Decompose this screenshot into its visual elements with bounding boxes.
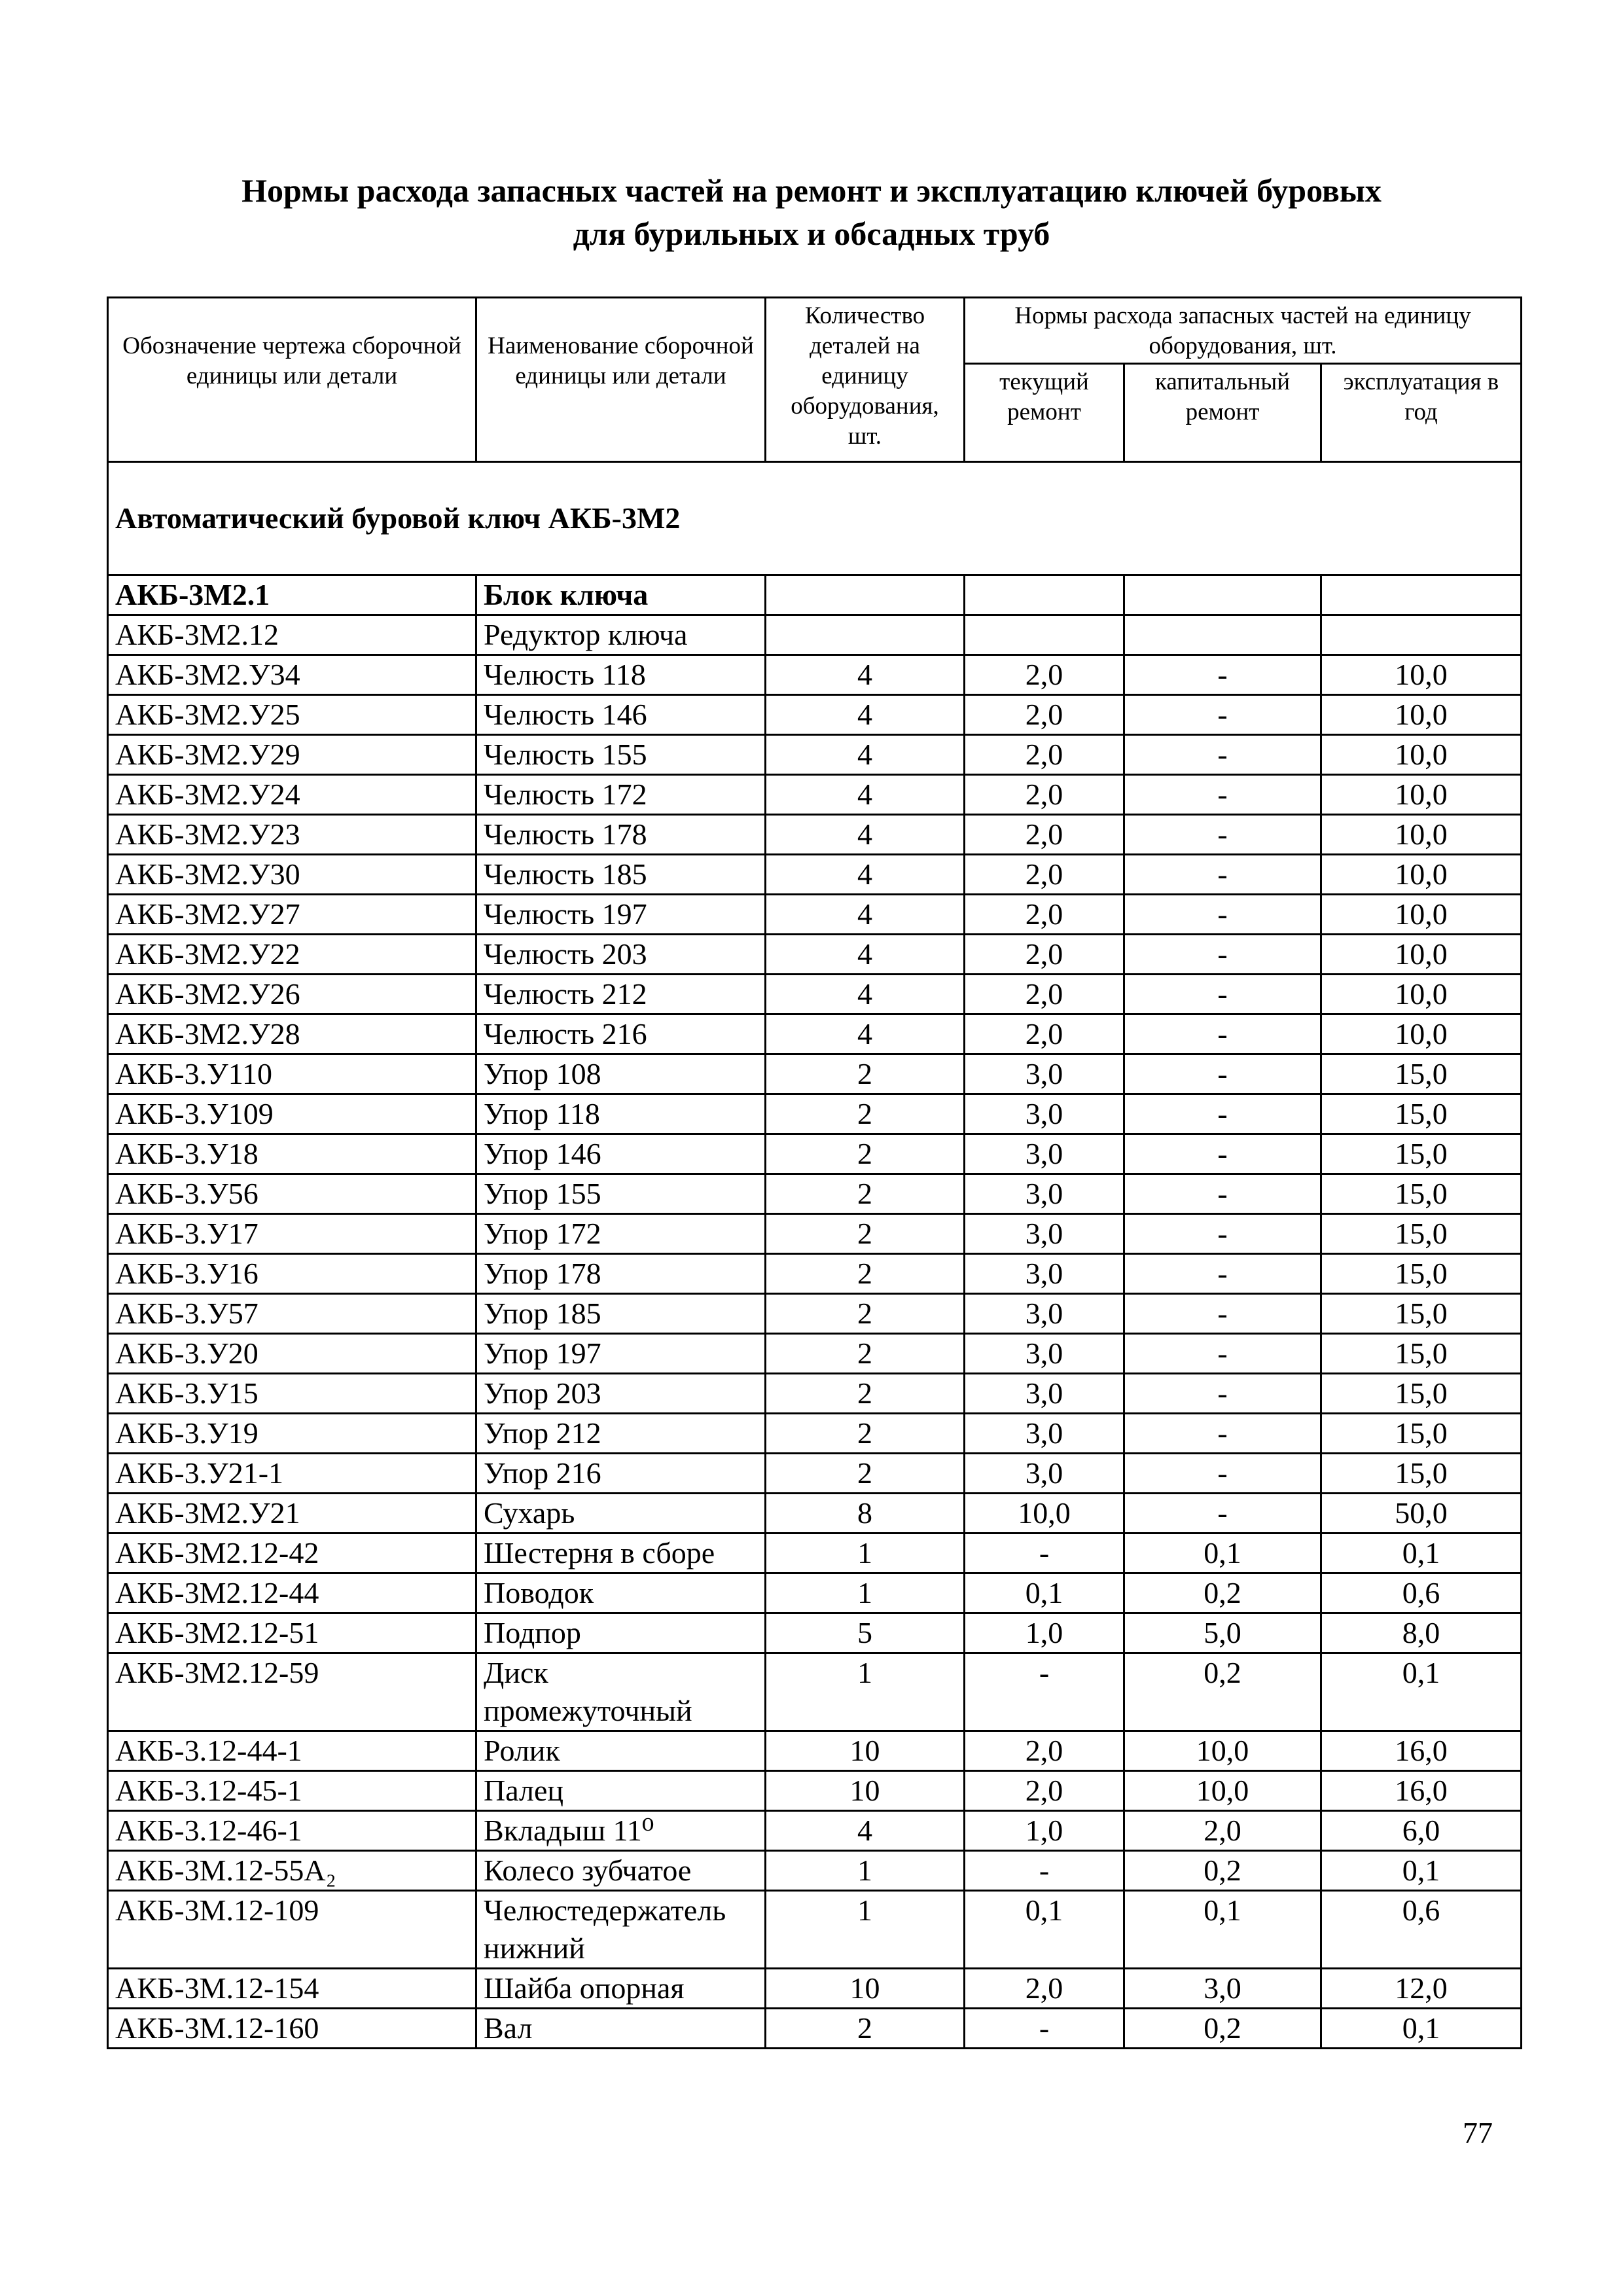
current-repair-cell: 2,0	[965, 775, 1124, 815]
current-repair-cell: 3,0	[965, 1214, 1124, 1254]
current-repair-cell: 3,0	[965, 1374, 1124, 1414]
title-line-1: Нормы расхода запасных частей на ремонт и эксплуатацию ключей буровых	[241, 172, 1382, 209]
capital-repair-cell: -	[1124, 1014, 1321, 1054]
capital-repair-cell: -	[1124, 775, 1321, 815]
designation-cell: АКБ-3.У19	[108, 1414, 476, 1454]
operation-cell: 10,0	[1321, 735, 1522, 775]
designation-cell: АКБ-3М2.У22	[108, 935, 476, 975]
table-row	[108, 975, 1522, 1014]
operation-cell: 10,0	[1321, 815, 1522, 855]
current-repair-cell: 2,0	[965, 895, 1124, 935]
designation-cell: АКБ-3М2.У23	[108, 815, 476, 855]
quantity-cell	[766, 615, 965, 655]
current-repair-cell: 2,0	[965, 735, 1124, 775]
operation-cell: 10,0	[1321, 975, 1522, 1014]
capital-repair-cell: -	[1124, 855, 1321, 895]
header-designation: Обозначение чертежа сборочной единицы или детали	[108, 298, 476, 462]
current-repair-cell: -	[965, 1534, 1124, 1573]
capital-repair-cell: -	[1124, 895, 1321, 935]
name-cell: Челюсть 185	[476, 855, 766, 895]
designation-cell: АКБ-3М.12-160	[108, 2009, 476, 2049]
table-row	[108, 1969, 1522, 2009]
designation-cell: АКБ-3М2.У26	[108, 975, 476, 1014]
table-row	[108, 2009, 1522, 2049]
capital-repair-cell: -	[1124, 1174, 1321, 1214]
operation-cell: 15,0	[1321, 1454, 1522, 1494]
table-row	[108, 1454, 1522, 1494]
quantity-cell: 5	[766, 1613, 965, 1653]
name-cell: Блок ключа	[476, 575, 766, 615]
current-repair-cell: 2,0	[965, 975, 1124, 1014]
name-cell: Упор 108	[476, 1054, 766, 1094]
capital-repair-cell: 2,0	[1124, 1811, 1321, 1851]
current-repair-cell: 3,0	[965, 1454, 1124, 1494]
capital-repair-cell: -	[1124, 935, 1321, 975]
name-cell: Упор 118	[476, 1094, 766, 1134]
name-cell: Челюсть 172	[476, 775, 766, 815]
operation-cell: 10,0	[1321, 1014, 1522, 1054]
table-row	[108, 1414, 1522, 1454]
header-norms: Нормы расхода запасных частей на единицу оборудования, шт.	[965, 298, 1522, 364]
operation-cell: 15,0	[1321, 1094, 1522, 1134]
name-cell: Челюстедержатель нижний	[476, 1891, 766, 1969]
quantity-cell	[766, 575, 965, 615]
capital-repair-cell: -	[1124, 1494, 1321, 1534]
designation-cell: АКБ-3М.12-109	[108, 1891, 476, 1969]
capital-repair-cell	[1124, 575, 1321, 615]
table-row	[108, 1771, 1522, 1811]
operation-cell	[1321, 615, 1522, 655]
table-row	[108, 1494, 1522, 1534]
operation-cell: 8,0	[1321, 1613, 1522, 1653]
capital-repair-cell: -	[1124, 1254, 1321, 1294]
quantity-cell: 2	[766, 1054, 965, 1094]
table-row	[108, 1851, 1522, 1891]
table-row	[108, 1134, 1522, 1174]
quantity-cell: 2	[766, 1294, 965, 1334]
capital-repair-cell: -	[1124, 1334, 1321, 1374]
header-capital-repair: капитальный ремонт	[1124, 364, 1321, 462]
operation-cell: 15,0	[1321, 1174, 1522, 1214]
quantity-cell: 1	[766, 1891, 965, 1969]
operation-cell: 0,6	[1321, 1891, 1522, 1969]
designation-cell: АКБ-3М2.У28	[108, 1014, 476, 1054]
capital-repair-cell: -	[1124, 1414, 1321, 1454]
name-cell: Редуктор ключа	[476, 615, 766, 655]
capital-repair-cell: -	[1124, 655, 1321, 695]
capital-repair-cell: -	[1124, 1134, 1321, 1174]
current-repair-cell: 3,0	[965, 1294, 1124, 1334]
table-row	[108, 1573, 1522, 1613]
capital-repair-cell	[1124, 615, 1321, 655]
header-quantity: Количество деталей на единицу оборудования, шт.	[766, 298, 965, 462]
current-repair-cell: -	[965, 2009, 1124, 2049]
capital-repair-cell: -	[1124, 1094, 1321, 1134]
table-row	[108, 1174, 1522, 1214]
quantity-cell: 10	[766, 1771, 965, 1811]
quantity-cell: 2	[766, 1174, 965, 1214]
current-repair-cell: 0,1	[965, 1573, 1124, 1613]
operation-cell: 15,0	[1321, 1334, 1522, 1374]
capital-repair-cell: 10,0	[1124, 1771, 1321, 1811]
name-cell: Вкладыш 11⁰	[476, 1811, 766, 1851]
table-row	[108, 1054, 1522, 1094]
quantity-cell: 2	[766, 1134, 965, 1174]
name-cell: Челюсть 216	[476, 1014, 766, 1054]
current-repair-cell: 3,0	[965, 1414, 1124, 1454]
operation-cell: 10,0	[1321, 895, 1522, 935]
operation-cell: 10,0	[1321, 655, 1522, 695]
quantity-cell: 1	[766, 1653, 965, 1731]
current-repair-cell	[965, 615, 1124, 655]
designation-cell: АКБ-3М2.1	[108, 575, 476, 615]
section-title: Автоматический буровой ключ АКБ-3М2	[108, 462, 1522, 575]
name-cell: Упор 172	[476, 1214, 766, 1254]
table-row	[108, 1254, 1522, 1294]
name-cell: Подпор	[476, 1613, 766, 1653]
capital-repair-cell: 0,2	[1124, 2009, 1321, 2049]
quantity-cell: 2	[766, 1094, 965, 1134]
table-row	[108, 1731, 1522, 1771]
designation-cell: АКБ-3М2.12-42	[108, 1534, 476, 1573]
quantity-cell: 4	[766, 975, 965, 1014]
name-cell: Челюсть 146	[476, 695, 766, 735]
quantity-cell: 2	[766, 1374, 965, 1414]
current-repair-cell: 2,0	[965, 855, 1124, 895]
table-row	[108, 1891, 1522, 1969]
operation-cell: 50,0	[1321, 1494, 1522, 1534]
quantity-cell: 4	[766, 1811, 965, 1851]
quantity-cell: 8	[766, 1494, 965, 1534]
operation-cell: 15,0	[1321, 1414, 1522, 1454]
table-row	[108, 935, 1522, 975]
table-row	[108, 735, 1522, 775]
current-repair-cell: 10,0	[965, 1494, 1124, 1534]
table-row	[108, 1294, 1522, 1334]
quantity-cell: 4	[766, 655, 965, 695]
current-repair-cell: 2,0	[965, 1731, 1124, 1771]
designation-cell: АКБ-3М.12-55А₂	[108, 1851, 476, 1891]
name-cell: Вал	[476, 2009, 766, 2049]
table-row	[108, 1534, 1522, 1573]
capital-repair-cell: -	[1124, 1374, 1321, 1414]
name-cell: Упор 178	[476, 1254, 766, 1294]
quantity-cell: 2	[766, 1454, 965, 1494]
operation-cell: 10,0	[1321, 855, 1522, 895]
operation-cell: 15,0	[1321, 1294, 1522, 1334]
capital-repair-cell: 10,0	[1124, 1731, 1321, 1771]
current-repair-cell: 3,0	[965, 1094, 1124, 1134]
designation-cell: АКБ-3М2.У24	[108, 775, 476, 815]
quantity-cell: 4	[766, 935, 965, 975]
capital-repair-cell: -	[1124, 1294, 1321, 1334]
designation-cell: АКБ-3М2.У27	[108, 895, 476, 935]
table-row	[108, 815, 1522, 855]
designation-cell: АКБ-3.У57	[108, 1294, 476, 1334]
designation-cell: АКБ-3М2.12-51	[108, 1613, 476, 1653]
name-cell: Упор 203	[476, 1374, 766, 1414]
operation-cell: 15,0	[1321, 1134, 1522, 1174]
designation-cell: АКБ-3М2.12	[108, 615, 476, 655]
capital-repair-cell: -	[1124, 1214, 1321, 1254]
current-repair-cell: 2,0	[965, 1771, 1124, 1811]
designation-cell: АКБ-3.У16	[108, 1254, 476, 1294]
quantity-cell: 4	[766, 895, 965, 935]
current-repair-cell: 0,1	[965, 1891, 1124, 1969]
table-row	[108, 1653, 1522, 1731]
current-repair-cell: 3,0	[965, 1054, 1124, 1094]
operation-cell: 0,6	[1321, 1573, 1522, 1613]
capital-repair-cell: 0,1	[1124, 1891, 1321, 1969]
name-cell: Упор 185	[476, 1294, 766, 1334]
name-cell: Колесо зубчатое	[476, 1851, 766, 1891]
designation-cell: АКБ-3.У15	[108, 1374, 476, 1414]
name-cell: Челюсть 212	[476, 975, 766, 1014]
designation-cell: АКБ-3.12-46-1	[108, 1811, 476, 1851]
title-line-2: для бурильных и обсадных труб	[573, 215, 1050, 252]
operation-cell: 0,1	[1321, 1653, 1522, 1731]
page-number: 77	[1463, 2116, 1493, 2149]
name-cell: Ролик	[476, 1731, 766, 1771]
name-cell: Палец	[476, 1771, 766, 1811]
capital-repair-cell: 3,0	[1124, 1969, 1321, 2009]
document-title	[0, 169, 1623, 255]
operation-cell: 15,0	[1321, 1254, 1522, 1294]
quantity-cell: 10	[766, 1969, 965, 2009]
designation-cell: АКБ-3.У17	[108, 1214, 476, 1254]
table-row	[108, 1374, 1522, 1414]
operation-cell: 6,0	[1321, 1811, 1522, 1851]
table-row	[108, 1613, 1522, 1653]
quantity-cell: 4	[766, 695, 965, 735]
name-cell: Сухарь	[476, 1494, 766, 1534]
current-repair-cell: 1,0	[965, 1811, 1124, 1851]
table-row	[108, 695, 1522, 735]
table-row	[108, 575, 1522, 615]
name-cell: Шайба опорная	[476, 1969, 766, 2009]
quantity-cell: 4	[766, 855, 965, 895]
table-row	[108, 1811, 1522, 1851]
quantity-cell: 1	[766, 1573, 965, 1613]
spare-parts-norms-table	[107, 296, 1522, 2049]
designation-cell: АКБ-3.У110	[108, 1054, 476, 1094]
name-cell: Упор 216	[476, 1454, 766, 1494]
operation-cell: 0,1	[1321, 1534, 1522, 1573]
capital-repair-cell: -	[1124, 975, 1321, 1014]
current-repair-cell: -	[965, 1653, 1124, 1731]
name-cell: Поводок	[476, 1573, 766, 1613]
designation-cell: АКБ-3М2.У21	[108, 1494, 476, 1534]
name-cell: Челюсть 203	[476, 935, 766, 975]
name-cell: Упор 212	[476, 1414, 766, 1454]
table-row	[108, 1214, 1522, 1254]
operation-cell: 0,1	[1321, 2009, 1522, 2049]
table-row	[108, 615, 1522, 655]
name-cell: Челюсть 118	[476, 655, 766, 695]
table-row	[108, 895, 1522, 935]
designation-cell: АКБ-3М.12-154	[108, 1969, 476, 2009]
operation-cell: 10,0	[1321, 775, 1522, 815]
header-name: Наименование сборочной единицы или детали	[476, 298, 766, 462]
capital-repair-cell: 5,0	[1124, 1613, 1321, 1653]
name-cell: Челюсть 155	[476, 735, 766, 775]
quantity-cell: 2	[766, 1254, 965, 1294]
header-operation: эксплуатация в год	[1321, 364, 1522, 462]
name-cell: Челюсть 197	[476, 895, 766, 935]
operation-cell: 10,0	[1321, 935, 1522, 975]
table-row	[108, 1334, 1522, 1374]
name-cell: Шестерня в сборе	[476, 1534, 766, 1573]
current-repair-cell	[965, 575, 1124, 615]
operation-cell	[1321, 575, 1522, 615]
operation-cell: 15,0	[1321, 1214, 1522, 1254]
designation-cell: АКБ-3М2.12-59	[108, 1653, 476, 1731]
table-row	[108, 855, 1522, 895]
current-repair-cell: 2,0	[965, 815, 1124, 855]
operation-cell: 16,0	[1321, 1731, 1522, 1771]
designation-cell: АКБ-3.У56	[108, 1174, 476, 1214]
current-repair-cell: 2,0	[965, 1014, 1124, 1054]
designation-cell: АКБ-3М2.У29	[108, 735, 476, 775]
name-cell: Челюсть 178	[476, 815, 766, 855]
header-current-repair: текущий ремонт	[965, 364, 1124, 462]
capital-repair-cell: -	[1124, 1454, 1321, 1494]
designation-cell: АКБ-3М2.У25	[108, 695, 476, 735]
capital-repair-cell: 0,2	[1124, 1851, 1321, 1891]
capital-repair-cell: -	[1124, 735, 1321, 775]
current-repair-cell: -	[965, 1851, 1124, 1891]
designation-cell: АКБ-3.12-45-1	[108, 1771, 476, 1811]
operation-cell: 16,0	[1321, 1771, 1522, 1811]
operation-cell: 10,0	[1321, 695, 1522, 735]
quantity-cell: 10	[766, 1731, 965, 1771]
operation-cell: 15,0	[1321, 1374, 1522, 1414]
operation-cell: 12,0	[1321, 1969, 1522, 2009]
table-row	[108, 1094, 1522, 1134]
designation-cell: АКБ-3.У20	[108, 1334, 476, 1374]
capital-repair-cell: 0,1	[1124, 1534, 1321, 1573]
quantity-cell: 4	[766, 775, 965, 815]
current-repair-cell: 3,0	[965, 1254, 1124, 1294]
quantity-cell: 4	[766, 815, 965, 855]
current-repair-cell: 1,0	[965, 1613, 1124, 1653]
name-cell: Диск промежуточный	[476, 1653, 766, 1731]
designation-cell: АКБ-3.У109	[108, 1094, 476, 1134]
current-repair-cell: 2,0	[965, 695, 1124, 735]
designation-cell: АКБ-3М2.У34	[108, 655, 476, 695]
quantity-cell: 1	[766, 1851, 965, 1891]
quantity-cell: 4	[766, 1014, 965, 1054]
designation-cell: АКБ-3.12-44-1	[108, 1731, 476, 1771]
capital-repair-cell: 0,2	[1124, 1653, 1321, 1731]
current-repair-cell: 3,0	[965, 1134, 1124, 1174]
quantity-cell: 4	[766, 735, 965, 775]
current-repair-cell: 2,0	[965, 935, 1124, 975]
designation-cell: АКБ-3М2.У30	[108, 855, 476, 895]
current-repair-cell: 2,0	[965, 1969, 1124, 2009]
capital-repair-cell: -	[1124, 815, 1321, 855]
table-row	[108, 1014, 1522, 1054]
name-cell: Упор 146	[476, 1134, 766, 1174]
quantity-cell: 2	[766, 1214, 965, 1254]
name-cell: Упор 197	[476, 1334, 766, 1374]
table-row	[108, 775, 1522, 815]
capital-repair-cell: 0,2	[1124, 1573, 1321, 1613]
name-cell: Упор 155	[476, 1174, 766, 1214]
designation-cell: АКБ-3.У18	[108, 1134, 476, 1174]
quantity-cell: 1	[766, 1534, 965, 1573]
quantity-cell: 2	[766, 1334, 965, 1374]
capital-repair-cell: -	[1124, 695, 1321, 735]
table-row	[108, 655, 1522, 695]
current-repair-cell: 2,0	[965, 655, 1124, 695]
operation-cell: 0,1	[1321, 1851, 1522, 1891]
designation-cell: АКБ-3.У21-1	[108, 1454, 476, 1494]
designation-cell: АКБ-3М2.12-44	[108, 1573, 476, 1613]
current-repair-cell: 3,0	[965, 1334, 1124, 1374]
current-repair-cell: 3,0	[965, 1174, 1124, 1214]
quantity-cell: 2	[766, 1414, 965, 1454]
quantity-cell: 2	[766, 2009, 965, 2049]
operation-cell: 15,0	[1321, 1054, 1522, 1094]
capital-repair-cell: -	[1124, 1054, 1321, 1094]
